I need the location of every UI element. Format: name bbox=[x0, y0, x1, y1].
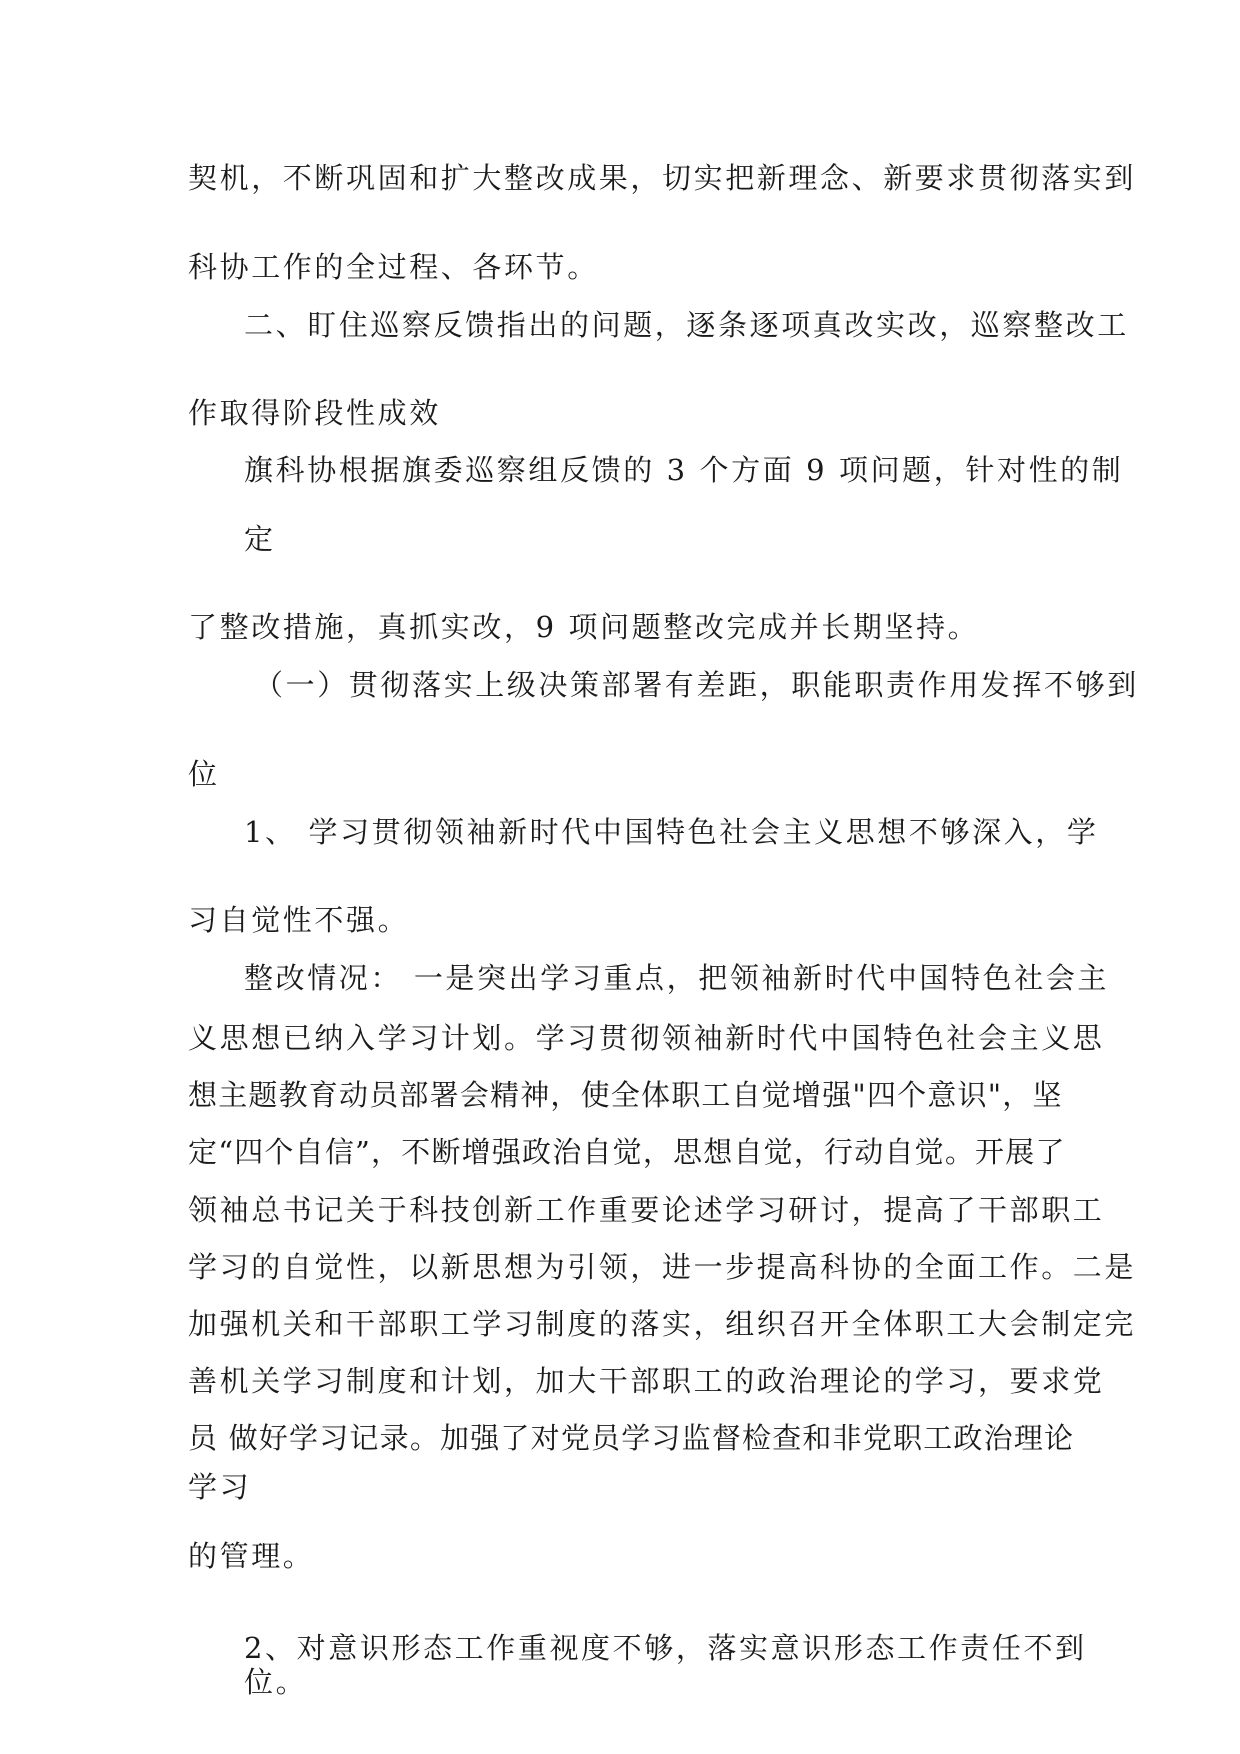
text-line: 义思想已纳入学习计划。学习贯彻领袖新时代中国特色社会主义思 bbox=[188, 1021, 1105, 1055]
text-line: 的管理。 bbox=[188, 1539, 315, 1573]
section-heading: 作取得阶段性成效 bbox=[188, 396, 441, 430]
text-line: 整改情况： 一是突出学习重点，把领袖新时代中国特色社会主 bbox=[244, 961, 1110, 995]
text-line: 定“四个自信”，不断增强政治自觉，思想自觉，行动自觉。开展了 bbox=[188, 1135, 1066, 1169]
text-line: 善机关学习制度和计划，加大干部职工的政治理论的学习，要求党 bbox=[188, 1364, 1105, 1398]
item-heading: 习自觉性不强。 bbox=[188, 903, 410, 937]
section-heading: 二、盯住巡察反馈指出的问题，逐条逐项真改实改，巡察整改工 bbox=[244, 308, 1129, 342]
text-line: 契机，不断巩固和扩大整改成果，切实把新理念、新要求贯彻落实到 bbox=[188, 161, 1137, 195]
text-line: 学习 bbox=[188, 1470, 252, 1504]
text-line: 加强机关和干部职工学习制度的落实，组织召开全体职工大会制定完 bbox=[188, 1307, 1137, 1341]
text-line: 旗科协根据旗委巡察组反馈的 3 个方面 9 项问题，针对性的制 bbox=[244, 453, 1124, 487]
subsection-heading: （一）贯彻落实上级决策部署有差距，职能职责作用发挥不够到 bbox=[254, 668, 1139, 702]
text-line: 科协工作的全过程、各环节。 bbox=[188, 250, 599, 284]
item-heading: 1、 学习贯彻领袖新时代中国特色社会主义思想不够深入，学 bbox=[244, 815, 1099, 849]
text-line: 了整改措施，真抓实改，9 项问题整改完成并长期坚持。 bbox=[188, 610, 980, 644]
item-heading: 位。 bbox=[244, 1665, 308, 1699]
subsection-heading: 位 bbox=[188, 757, 220, 791]
text-line: 定 bbox=[244, 522, 276, 556]
text-line: 想主题教育动员部署会精神，使全体职工自觉增强"四个意识"，坚 bbox=[188, 1078, 1063, 1112]
item-heading: 2、对意识形态工作重视度不够，落实意识形态工作责任不到 bbox=[244, 1631, 1087, 1665]
text-line: 领袖总书记关于科技创新工作重要论述学习研讨，提高了干部职工 bbox=[188, 1193, 1105, 1227]
text-line: 员 做好学习记录。加强了对党员学习监督检查和非党职工政治理论 bbox=[188, 1421, 1075, 1455]
text-line: 学习的自觉性，以新思想为引领，进一步提高科协的全面工作。二是 bbox=[188, 1250, 1137, 1284]
